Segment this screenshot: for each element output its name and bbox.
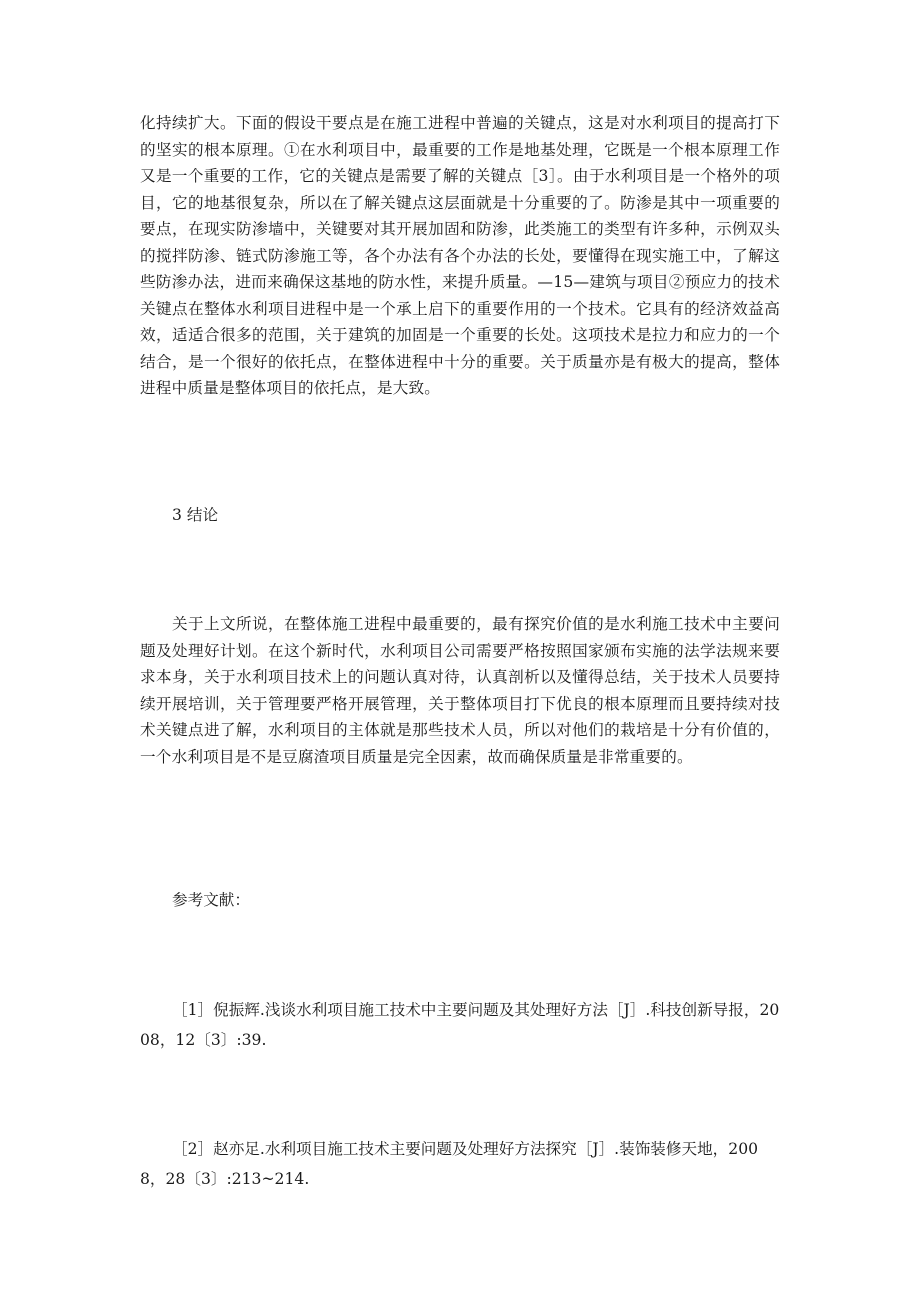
reference-item-1: ［1］倪振辉.浅谈水利项目施工技术中主要问题及其处理好方法［J］.科技创新导报，2008，12〔3〕:39. [140,1001,780,1049]
conclusion-paragraph: 关于上文所说，在整体施工进程中最重要的，最有探究价值的是水利施工技术中主要问题及处理好计划。在这个新时代，水利项目公司需要严格按照国家颁布实施的法学法规来要求本身，关于水利项目技术上的问题认真对待，认真剖析以及懂得总结，关于技术人员要持续开展培训，关于管理要严格开展管理，关于整体项目打下优良的根本原理而且要持续对技术关键点进了解，水利项目的主体就是那些技术人员，所以对他们的栽培是十分有价值的，一个水利项目是不是豆腐渣项目质量是完全因素，故而确保质量是非常重要的。 [140,615,780,766]
section-heading-conclusion: 3 结论 [172,506,219,524]
body-paragraph-continued: 化持续扩大。下面的假设干要点是在施工进程中普遍的关键点，这是对水利项目的提高打下的坚实的根本原理。①在水利项目中，最重要的工作是地基处理，它既是一个根本原理工作又是一个重要的工作，它的关键点是需要了解的关键点［3］。由于水利项目是一个格外的项目，它的地基很复杂，所以在了解关键点这层面就是十分重要的了。防渗是其中一项重要的要点，在现实防渗墙中，关键要对其开展加固和防渗，此类施工的类型有许多种，示例双头的搅拌防渗、链式防渗施工等，各个办法有各个办法的长处，要懂得在现实施工中，了解这些防渗办法，进而来确保这基地的防水性，来提升质量。—15—建筑与项目②预应力的技术关键点在整体水利项目进程中是一个承上启下的重要作用的一个技术。它具有的经济效益高效，适适合很多的范围，关于建筑的加固是一个重要的长处。这项技术是拉力和应力的一个结合，是一个很好的依托点，在整体进程中十分的重要。关于质量亦是有极大的提高，整体进程中质量是整体项目的依托点，是大致。 [140,114,780,397]
references-heading: 参考文献： [172,891,250,909]
reference-item-2: ［2］赵亦足.水利项目施工技术主要问题及处理好方法探究［J］.装饰装修天地，2008，28〔3〕:213~214. [140,1140,759,1188]
